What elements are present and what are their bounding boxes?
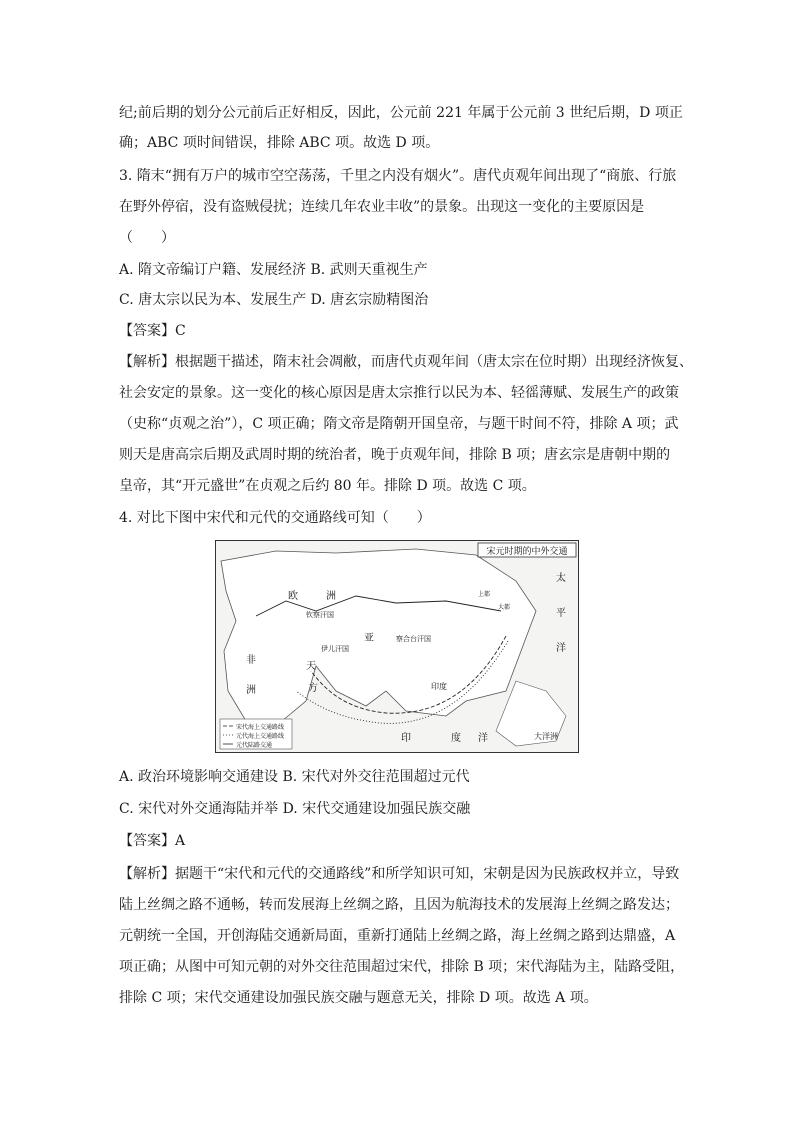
answer-label: 【答案】A (119, 833, 186, 849)
analysis-line: （史称“贞观之治”），C 项正确；隋文帝是隋朝开国皇帝，与题干时间不符，排除 A 项；武 (119, 416, 679, 432)
legend-yuan-land: 元代陆路交通 (236, 742, 273, 749)
options-c-d: C. 宋代对外交通海陆并举 D. 宋代交通建设加强民族交融 (119, 801, 471, 817)
label-tai: 太 (556, 573, 566, 584)
label-fei: 非 (246, 655, 256, 666)
question-3-stem: 3. 隋末“拥有万户的城市空空荡荡，千里之内没有烟火”。唐代贞观年间出现了“商旅、行旅 (119, 168, 677, 184)
label-ou: 欧 (288, 591, 298, 602)
label-ping: 平 (556, 608, 566, 619)
label-yang: 洋 (556, 643, 566, 654)
label-zhou-africa: 洲 (246, 685, 256, 696)
analysis-line: 则天是唐高宗后期及武周时期的统治者，晚于贞观年间，排除 B 项；唐玄宗是唐朝中期的 (119, 447, 671, 463)
question-4-stem: 4. 对比下图中宋代和元代的交通路线可知（ ） (119, 510, 431, 526)
text-line: 确；ABC 项时间错误，排除 ABC 项。故选 D 项。 (119, 135, 440, 151)
analysis-line: 元朝统一全国，开创海陆交通新局面，重新打通陆上丝绸之路，海上丝绸之路到达鼎盛，A (119, 928, 676, 944)
label-ya: 亚 (364, 633, 374, 644)
options-a-b: A. 隋文帝编订户籍、发展经济 B. 武则天重视生产 (119, 262, 428, 278)
text-line: 纪;前后期的划分公元前后正好相反，因此，公元前 221 年属于公元前 3 世纪后期，D 项正 (119, 105, 683, 121)
answer-label: 【答案】C (119, 323, 186, 339)
map-title: 宋元时期的中外交通 (486, 547, 568, 557)
label-shangdu: 上都 (478, 591, 491, 598)
analysis-line: 社会安定的景象。这一变化的核心原因是唐太宗推行以民为本、轻徭薄赋、发展生产的政策 (119, 385, 679, 401)
analysis-line: 陆上丝绸之路不通畅，转而发展海上丝绸之路，且因为航海技术的发展海上丝绸之路发达； (119, 897, 679, 913)
label-chaghatai: 察合台汗国 (396, 635, 431, 643)
label-qincha: 钦察汗国 (306, 611, 334, 619)
analysis-line: 皇帝，其“开元盛世”在贞观之后约 80 年。排除 D 项。故选 C 项。 (119, 478, 536, 494)
analysis-line: 【解析】据题干“宋代和元代的交通路线”和所学知识可知，宋朝是因为民族政权并立，导致 (119, 866, 680, 882)
label-fang: 方 (308, 683, 318, 694)
answer-blank: （ ） (119, 230, 175, 246)
label-dayang: 大洋洲 (534, 732, 558, 741)
analysis-line: 项正确；从图中可知元朝的对外交往范围超过宋代，排除 B 项；宋代海陆为主，陆路受阻， (119, 959, 685, 975)
eurasia-landmass (221, 549, 536, 726)
song-yuan-traffic-map (215, 540, 579, 753)
legend-yuan-sea: 元代海上交通路线 (236, 733, 285, 740)
label-yang-indian: 洋 (478, 733, 488, 744)
options-a-b: A. 政治环境影响交通建设 B. 宋代对外交往范围超过元代 (119, 769, 470, 785)
label-zhou: 洲 (326, 591, 336, 602)
label-yindu: 印度 (431, 682, 447, 691)
analysis-line: 【解析】根据题干描述，隋末社会凋敝，而唐代贞观年间（唐太宗在位时期）出现经济恢复、 (119, 354, 693, 370)
label-tian: 天 (306, 661, 316, 672)
label-dadu: 大都 (498, 604, 511, 611)
legend-song-sea: 宋代海上交通路线 (236, 724, 285, 731)
label-du: 度 (451, 733, 461, 744)
analysis-line: 排除 C 项；宋代交通建设加强民族交融与题意无关，排除 D 项。故选 A 项。 (119, 990, 598, 1006)
label-yin: 印 (401, 733, 411, 744)
label-yili: 伊儿汗国 (321, 645, 349, 653)
options-c-d: C. 唐太宗以民为本、发展生产 D. 唐玄宗励精图治 (119, 292, 429, 308)
text-line: 在野外停宿，没有盗贼侵扰；连续几年农业丰收”的景象。出现这一变化的主要原因是 (119, 199, 645, 215)
